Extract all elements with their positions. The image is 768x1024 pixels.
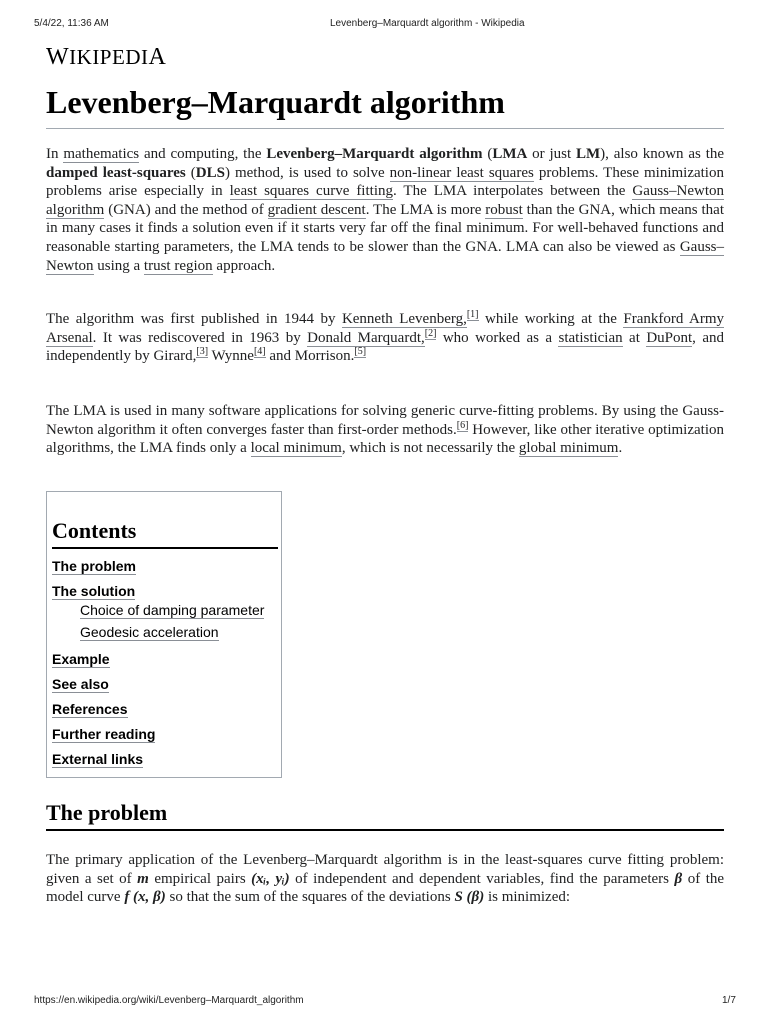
link-least-squares-curve-fitting[interactable]: least squares curve fitting	[229, 183, 393, 200]
toc-item-the-solution[interactable]: The solution	[52, 583, 136, 599]
ref-2[interactable]: [2]	[424, 327, 437, 339]
print-page-title: Levenberg–Marquardt algorithm - Wikipedia	[330, 18, 525, 29]
link-statistician[interactable]: statistician	[558, 329, 623, 346]
link-global-minimum[interactable]: global minimum	[518, 440, 619, 457]
link-kenneth-levenberg[interactable]: Kenneth Levenberg,	[341, 311, 467, 327]
toc-title: Contents	[52, 518, 278, 549]
print-url: https://en.wikipedia.org/wiki/Levenberg–Marquardt_algorithm	[34, 995, 304, 1006]
toc-item-geodesic-acceleration[interactable]: Geodesic acceleration	[80, 624, 219, 640]
link-frankford-army-arsenal[interactable]: Frankford Army Arsenal	[46, 311, 724, 346]
toc-item-example[interactable]: Example	[52, 651, 110, 667]
ref-6[interactable]: [6]	[456, 419, 469, 431]
intro-paragraph: In mathematics and computing, the Levenberg–Marquardt algorithm (LMA or just LM), also known as the damped least-squares (DLS) method, is used to solve non-linear least squares problems. These minimization problems arise especially in least squares curve fitting. The LMA interpolates between the Gauss–Newton algorithm (GNA) and the method of gradient descent. The LMA is more robust than the GNA, which means that in many cases it finds a solution even if it starts very far off the final minimum. For well-behaved functions and reasonable starting parameters, the LMA tends to be slower than the GNA. LMA can also be viewed as Gauss–Newton using a trust region approach.	[46, 146, 725, 274]
link-gauss-newton-algorithm[interactable]: Gauss–Newton algorithm	[46, 183, 725, 218]
toc-item-further-reading[interactable]: Further reading	[52, 726, 156, 742]
toc-item-see-also[interactable]: See also	[52, 676, 109, 692]
print-datetime: 5/4/22, 11:36 AM	[34, 18, 109, 29]
toc-item-the-problem[interactable]: The problem	[52, 558, 137, 574]
link-mathematics[interactable]: mathematics	[63, 146, 140, 162]
link-trust-region[interactable]: trust region	[143, 257, 213, 274]
table-of-contents	[46, 491, 282, 778]
link-robust[interactable]: robust	[485, 201, 523, 218]
toc-item-references[interactable]: References	[52, 701, 128, 717]
math-model-curve: f (x, β)	[124, 889, 166, 906]
ref-5[interactable]: [5]	[354, 346, 367, 358]
usage-paragraph: The LMA is used in many software applications for solving generic curve-fitting problems. By using the Gauss-Newton algorithm it often converges faster than first-order methods.[6] However, like other iterative optimization algorithms, the LMA finds only a local minimum, which is not necessarily the global minimum.	[46, 403, 724, 457]
history-paragraph: The algorithm was first published in 1944 by Kenneth Levenberg,[1] while working at the Frankford Army Arsenal. It was rediscovered in 1963 by Donald Marquardt,[2] who worked as a statistician at DuPont, and independently by Girard,[3] Wynne[4] and Morrison.[5]	[46, 309, 724, 365]
ref-3[interactable]: [3]	[196, 346, 209, 358]
math-m: m	[137, 870, 149, 887]
problem-paragraph: The primary application of the Levenberg–Marquardt algorithm is in the least-squares curve fitting problem: given a set of m empirical pairs (xᵢ, yᵢ) of independent and dependent variables, find the parameters β of the model curve f (x, β) so that the sum of the squares of the deviations S (β) is minimized:	[46, 852, 725, 906]
section-heading-the-problem: The problem	[46, 800, 724, 831]
toc-item-external-links[interactable]: External links	[52, 751, 144, 767]
print-page-number: 1/7	[722, 995, 736, 1006]
toc-item-choice-of-damping-parameter[interactable]: Choice of damping parameter	[80, 602, 265, 618]
math-sum-of-squares: S (β)	[454, 889, 485, 906]
link-local-minimum[interactable]: local minimum	[250, 440, 342, 457]
ref-4[interactable]: [4]	[253, 346, 266, 358]
link-gradient-descent[interactable]: gradient descent	[267, 201, 366, 218]
wikipedia-wordmark[interactable]: WIKIPEDIA	[46, 44, 167, 70]
link-non-linear-least-squares[interactable]: non-linear least squares	[389, 164, 534, 181]
link-donald-marquardt[interactable]: Donald Marquardt,	[307, 329, 425, 346]
math-pairs: (xᵢ, yᵢ)	[251, 870, 290, 887]
link-dupont[interactable]: DuPont	[646, 329, 693, 346]
page-title: Levenberg–Marquardt algorithm	[46, 84, 724, 129]
ref-1[interactable]: [1]	[466, 309, 479, 320]
link-gauss-newton[interactable]: Gauss–Newton	[46, 238, 724, 274]
math-beta: β	[674, 870, 683, 887]
